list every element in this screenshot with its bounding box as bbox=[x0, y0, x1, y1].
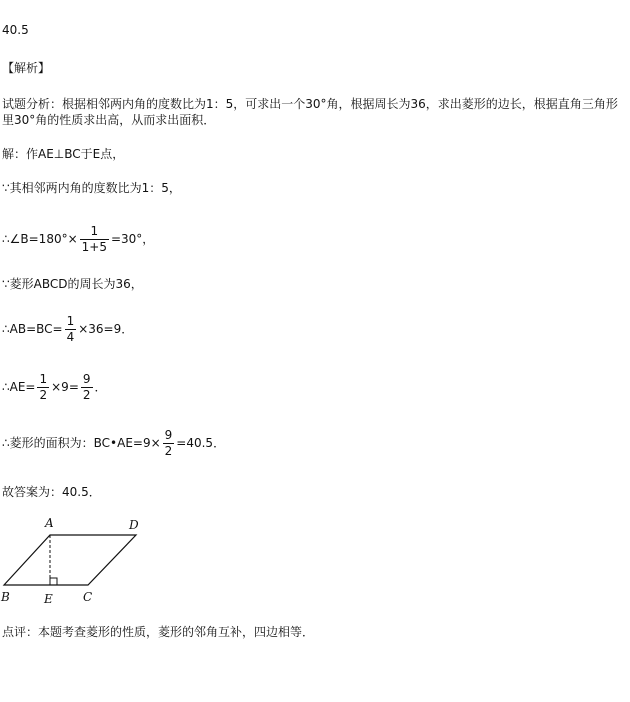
step-ratio: ∵其相邻两内角的度数比为1：5， bbox=[2, 181, 181, 195]
step-height-pre: ∴AE= bbox=[2, 380, 36, 394]
section-title: 【解析】 bbox=[2, 61, 51, 75]
solution-intro: 解：作AE⊥BC于E点， bbox=[2, 147, 125, 161]
fraction-numerator: 1 bbox=[66, 314, 75, 328]
fraction-denominator: 2 bbox=[164, 444, 173, 458]
fraction-denominator: 4 bbox=[66, 330, 75, 344]
fraction-1-over-4 bbox=[65, 314, 77, 345]
fraction-9-over-2 bbox=[163, 428, 175, 459]
vertex-label-b: B bbox=[1, 590, 10, 604]
fraction-denominator: 1+5 bbox=[81, 240, 107, 254]
fraction-1-over-2 bbox=[37, 372, 49, 403]
fraction-denominator: 2 bbox=[39, 388, 48, 402]
step-side-length bbox=[2, 312, 133, 346]
fraction-numerator: 1 bbox=[90, 224, 99, 238]
rhombus-figure bbox=[0, 512, 160, 608]
analysis-text: 试题分析：根据相邻两内角的度数比为1：5，可求出一个30°角，根据周长为36，求出菱形的边长，根据直角三角形里30°角的性质求出高，从而求出面积． bbox=[2, 97, 618, 127]
step-angle-b bbox=[2, 222, 154, 256]
step-area-pre: ∴菱形的面积为：BC•AE=9× bbox=[2, 436, 161, 450]
vertex-label-d: D bbox=[129, 518, 139, 532]
step-perimeter: ∵菱形ABCD的周长为36， bbox=[2, 277, 143, 291]
fraction-1-over-6 bbox=[80, 224, 109, 255]
right-angle-mark bbox=[50, 578, 57, 585]
fraction-numerator: 9 bbox=[164, 428, 173, 442]
vertex-label-e: E bbox=[44, 592, 53, 606]
step-area bbox=[2, 426, 225, 460]
fraction-numerator: 1 bbox=[39, 372, 48, 386]
step-height-mid: ×9= bbox=[51, 380, 79, 394]
vertex-label-c: C bbox=[83, 590, 93, 604]
step-height bbox=[2, 370, 107, 404]
final-answer: 故答案为：40.5． bbox=[2, 485, 101, 499]
comment-text: 点评：本题考查菱形的性质，菱形的邻角互补，四边相等． bbox=[2, 625, 315, 639]
step-side-post: ×36=9． bbox=[78, 322, 134, 336]
step-height-post: ． bbox=[94, 380, 107, 394]
rhombus-abcd bbox=[4, 535, 136, 585]
fraction-9-over-2 bbox=[81, 372, 93, 403]
fraction-numerator: 9 bbox=[82, 372, 91, 386]
step-angle-b-pre: ∴∠B=180°× bbox=[2, 232, 78, 246]
fraction-denominator: 2 bbox=[82, 388, 91, 402]
answer-value: 40.5 bbox=[2, 23, 29, 37]
step-side-pre: ∴AB=BC= bbox=[2, 322, 63, 336]
vertex-label-a: A bbox=[45, 516, 54, 530]
step-angle-b-post: =30°， bbox=[110, 232, 155, 246]
step-area-post: =40.5． bbox=[176, 436, 226, 450]
